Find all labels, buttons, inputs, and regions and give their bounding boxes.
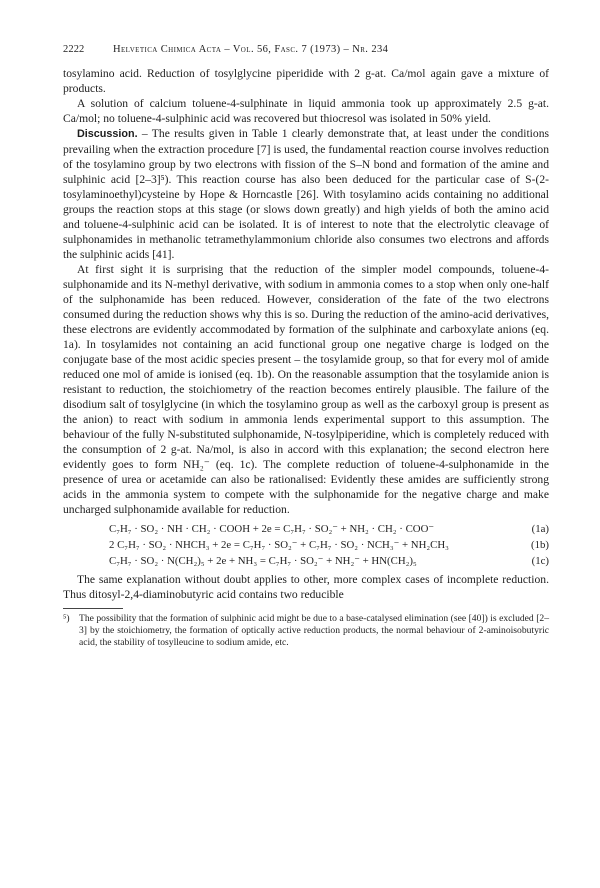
page-header xyxy=(63,44,549,55)
equation-label: (1b) xyxy=(531,539,549,551)
equation xyxy=(63,537,549,553)
footnote-text: The possibility that the formation of sulphinic acid might be due to a base-catalysed elimination (see [40]) is excluded [2–3] by the stoichiometry, the formation of optically active reduction products, the normal behaviour of 2-aminoisobutyric acid, the stability of tosylleucine to sodium amide, etc. xyxy=(79,613,549,649)
equation xyxy=(63,553,549,569)
discussion-paragraph: Discussion. – The results given in Table 1 clearly demonstrate that, at least under the conditions prevailing when the extraction procedure [7] is used, the fundamental reaction course involves reduction of the tosylamino group by two electrons with fission of the S–N bond and formation of the amine and sulphinic acid [2–3]⁵). This reaction course has also been deduced for the particular case of S-(2-tosylaminoethyl)cysteine by Hope & Horncastle [26]. With tosylamino acids containing no additional groups the reaction stops at this stage (or slows down greatly) and high yields of both the amino acid and toluene-4-sulphinic acid can be isolated. It is of interest to note that the electrolytic cleavage of sulphonamides in methanolic tetramethylammonium chloride also consumes two electrons and affords the sulphinic acids [41]. xyxy=(63,127,549,261)
section-heading: Discussion. xyxy=(77,128,138,140)
journal-page xyxy=(63,44,549,650)
footnote-mark: ⁵) xyxy=(63,613,70,624)
equation-expression: 2 C₇H₇ · SO₂ · NHCH₃ + 2e = C₇H₇ · SO₂⁻ + C₇H₇ · SO₂ · NCH₃⁻ + NH₂CH₃ xyxy=(109,539,449,551)
paragraph: The same explanation without doubt applies to other, more complex cases of incomplete reduction. Thus ditosyl-2,4-diaminobutyric acid contains two reducible xyxy=(63,573,549,601)
equation xyxy=(63,521,549,537)
equation-label: (1a) xyxy=(531,523,549,535)
equation-label: (1c) xyxy=(531,555,549,567)
paragraph: At first sight it is surprising that the reduction of the simpler model compounds, toluene-4-sulphonamide and its N-methyl derivative, with sodium in ammonia comes to a stop when only one-half of the sulphonamide has been reduced. However, consideration of the fate of the two electrons consumed during the reduction shows why this is so. During the reduction of the amino-acid derivatives, these electrons are evidently accommodated by formation of the sulphinate and carboxylate anions (eq. 1a). In tosylamides not containing an acid functional group one negative charge is lodged on the conjugate base of the most acidic species present – the tosylamide group, so that for every mol of amide reduced one mol of amide is ionised (eq. 1b). On the reasonable assumption that the tosylamide anion is resistant to reduction, the stoichiometry of the reaction becomes entirely plausible. The failure of the disodium salt of tosylglycine (in which the tosylamino group as well as the carboxyl group is present as the anion) to react with sodium in ammonia lends experimental support to this assumption. The behaviour of the fully N-substituted sulphonamide, N-tosylpiperidine, which is completely reduced with the consumption of 2 g-at. Na/mol, is also in accord with this explanation; the second electron here evidently goes to form NH₂⁻ (eq. 1c). The complete reduction of toluene-4-sulphonamide in the presence of urea or acetamide can also be rationalised: Evidently these amides are sufficiently strong acids in the ammonia system to compete with the sulphonamide for the negative charge and make uncharged sulphonamide available for reduction. xyxy=(63,263,549,516)
body-text xyxy=(63,66,549,602)
running-head: Helvetica Chimica Acta – Vol. 56, Fasc. 7 (1973) – Nr. 234 xyxy=(113,44,389,55)
equation-expression: C₇H₇ · SO₂ · N(CH₂)₅ + 2e + NH₃ = C₇H₇ · SO₂⁻ + NH₂⁻ + HN(CH₂)₅ xyxy=(109,555,417,567)
equation-expression: C₇H₇ · SO₂ · NH · CH₂ · COOH + 2e = C₇H₇ · SO₂⁻ + NH₂ · CH₂ · COO⁻ xyxy=(109,523,435,535)
paragraph: tosylamino acid. Reduction of tosylglycine piperidide with 2 g-at. Ca/mol again gave a mixture of products. xyxy=(63,67,549,95)
page-number: 2222 xyxy=(63,44,85,55)
equations-block xyxy=(63,521,549,569)
footnote-rule xyxy=(63,608,123,609)
paragraph: A solution of calcium toluene-4-sulphinate in liquid ammonia took up approximately 2.5 g-at. Ca/mol; no toluene-4-sulphinic acid was recovered but thiocresol was isolated in 50% yield. xyxy=(63,97,549,125)
footnote xyxy=(63,613,549,650)
